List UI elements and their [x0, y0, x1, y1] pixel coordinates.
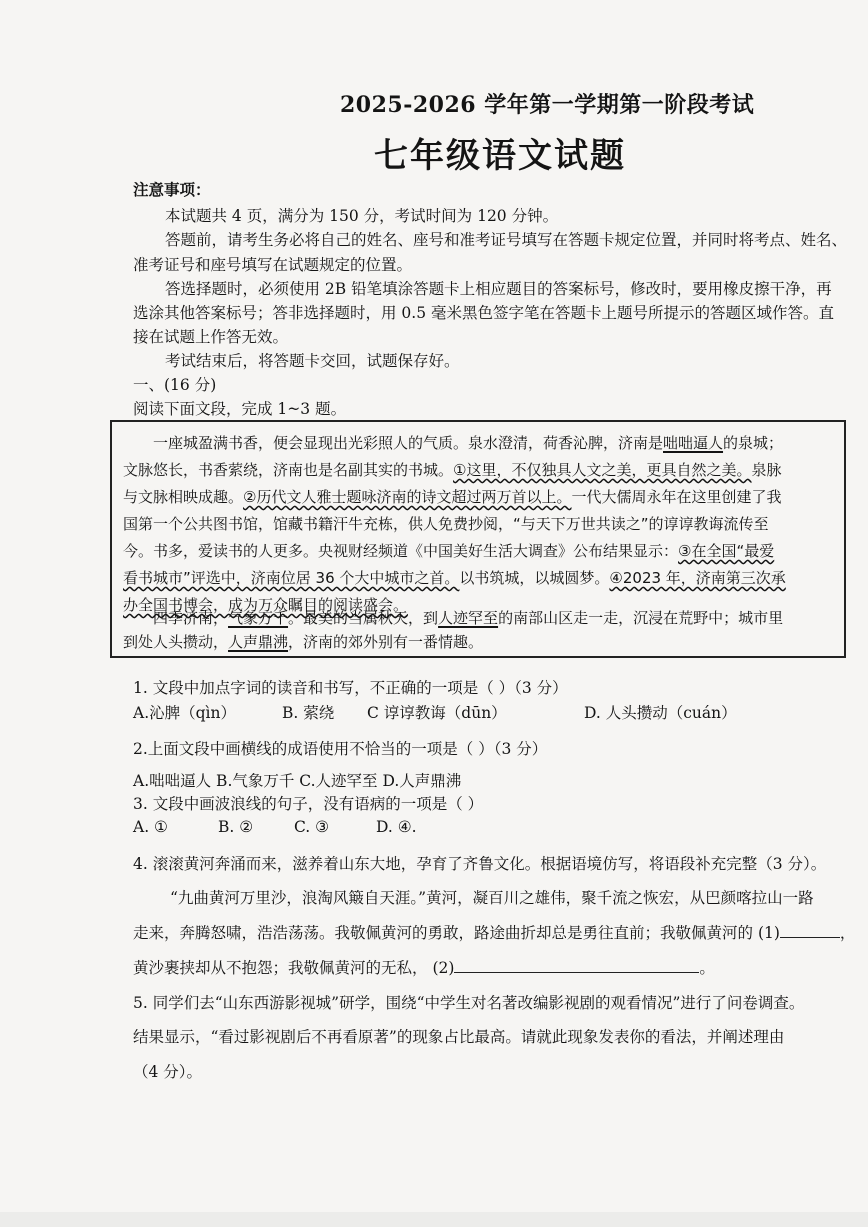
wavy-sentence-3: ③在全国“最爱: [678, 542, 775, 560]
idiom-underlined: 咄咄逼人: [663, 434, 724, 452]
q4-blank-1-label: (1): [757, 924, 780, 942]
notes-line: 考试结束后，将答题卡交回，试题保存好。: [165, 352, 460, 370]
passage-line: 今。书多，爱读书的人更多。央视财经频道《中国美好生活大调查》公布结果显示：③在全国“最爱: [123, 542, 775, 560]
wavy-sentence-2: ②历代文人雅士题咏济南的诗文超过两万首以上。: [243, 488, 572, 506]
section-instruction: 阅读下面文段，完成 1~3 题。: [133, 400, 347, 418]
question-5: 5. 同学们去“山东西游影视城”研学，围绕“中学生对名著改编影视剧的观看情况”进行了问卷调查。: [133, 994, 805, 1012]
q4-blank-2-label: (2): [432, 959, 455, 977]
q3-option-c: C. ③: [294, 818, 330, 836]
notes-line: 本试题共 4 页，满分为 150 分，考试时间为 120 分钟。: [165, 207, 559, 225]
q1-option-c: C 谆谆教诲（dūn）: [367, 704, 507, 722]
passage-line: 文脉悠长，书香萦绕，济南也是名副其实的书城。①这里，不仅独具人文之美，更具自然之美。泉脉: [123, 461, 782, 479]
passage-line: 到处人头攒动，人声鼎沸，济南的郊外别有一番情趣。: [123, 633, 484, 651]
question-5: 结果显示，“看过影视剧后不再看原著”的现象占比最高。请就此现象发表你的看法，并阐述理由: [133, 1028, 785, 1046]
passage-line: 与文脉相映成趣。②历代文人雅士题咏济南的诗文超过两万首以上。一代大儒周永年在这里创建了我: [123, 488, 782, 506]
notes-heading: 注意事项：: [133, 180, 211, 199]
exam-title: 2025-2026 学年第一学期第一阶段考试: [340, 92, 755, 118]
notes-line: 接在试题上作答无效。: [133, 328, 289, 346]
question-1: 1. 文段中加点字词的读音和书写，不正确的一项是（ ）（3 分）: [133, 679, 568, 697]
q3-option-b: B. ②: [218, 818, 254, 836]
q2-options: A.咄咄逼人 B.气象万千 C.人迹罕至 D.人声鼎沸: [133, 772, 462, 790]
passage-line: 四季济南，气象万千。最美的当属秋天，到人迹罕至的南部山区走一走，沉浸在荒野中；城市里: [153, 609, 784, 627]
wavy-sentence-3-cont: 看书城市”评选中，济南位居 36 个大中城市之首。: [123, 569, 460, 587]
q1-option-b: B. 萦绕: [282, 704, 335, 722]
idiom-underlined: 人声鼎沸: [228, 633, 289, 651]
notes-line: 答选择题时，必须使用 2B 铅笔填涂答题卡上相应题目的答案标号，修改时，要用橡皮擦干净，再: [165, 280, 832, 298]
q4-blank-1[interactable]: [780, 923, 840, 938]
question-5: （4 分）。: [133, 1063, 203, 1081]
q4-passage: “九曲黄河万里沙，浪淘风簸自天涯。”黄河，凝百川之雄伟，聚千流之恢宏，从巴颜喀拉山一路: [170, 889, 814, 907]
exam-subtitle: 七年级语文试题: [374, 136, 626, 176]
question-3: 3. 文段中画波浪线的句子，没有语病的一项是（ ）: [133, 795, 484, 813]
q4-blank-2[interactable]: [454, 958, 699, 973]
q4-passage: 走来，奔腾怒啸，浩浩荡荡。我敬佩黄河的勇敢，路途曲折却总是勇往直前；我敬佩黄河的 (1) ，: [133, 924, 856, 942]
passage-line: 国第一个公共图书馆，馆藏书籍汗牛充栋，供人免费抄阅，“与天下万世共读之”的谆谆教诲流传至: [123, 515, 769, 533]
page-bottom-edge: [0, 1212, 868, 1227]
idiom-underlined: 气象万千: [228, 609, 289, 627]
passage-line: 看书城市”评选中，济南位居 36 个大中城市之首。以书筑城，以城圆梦。④2023 年，济南第三次承: [123, 569, 786, 587]
notes-line: 准考证号和座号填写在试题规定的位置。: [133, 256, 413, 274]
wavy-sentence-1: ①这里，不仅独具人文之美，更具自然之美。: [453, 461, 752, 479]
question-4: 4. 滚滚黄河奔涌而来，滋养着山东大地，孕育了齐鲁文化。根据语境仿写，将语段补充完整（3 分）。: [133, 855, 827, 873]
q3-option-d: D. ④.: [376, 818, 417, 836]
section-heading: 一、(16 分): [133, 376, 217, 394]
notes-line: 答题前，请考生务必将自己的姓名、座号和准考证号填写在答题卡规定位置，并同时将考点、姓名、: [165, 231, 848, 249]
q1-option-a: A.沁脾（qìn）: [133, 704, 236, 722]
q1-option-d: D. 人头攒动（cuán）: [584, 704, 737, 722]
q4-passage: 黄沙裹挟却从不抱怨；我敬佩黄河的无私， (2) 。: [133, 959, 715, 977]
notes-line: 选涂其他答案标号；答非选择题时，用 0.5 毫米黑色签字笔在答题卡上题号所提示的答题区域作答。直: [133, 304, 835, 322]
wavy-sentence-4-cont: 办全国书博会，成为万众瞩目的阅读盛会。: [123, 596, 409, 614]
passage-line: 一座城盈满书香，便会显现出光彩照人的气质。泉水澄清，荷香沁脾，济南是咄咄逼人的泉城；: [153, 434, 784, 452]
question-2: 2.上面文段中画横线的成语使用不恰当的一项是（ ）（3 分）: [133, 740, 548, 758]
q3-option-a: A. ①: [133, 818, 168, 836]
wavy-sentence-4: ④2023 年，济南第三次承: [609, 569, 786, 587]
idiom-underlined: 人迹罕至: [438, 609, 499, 627]
